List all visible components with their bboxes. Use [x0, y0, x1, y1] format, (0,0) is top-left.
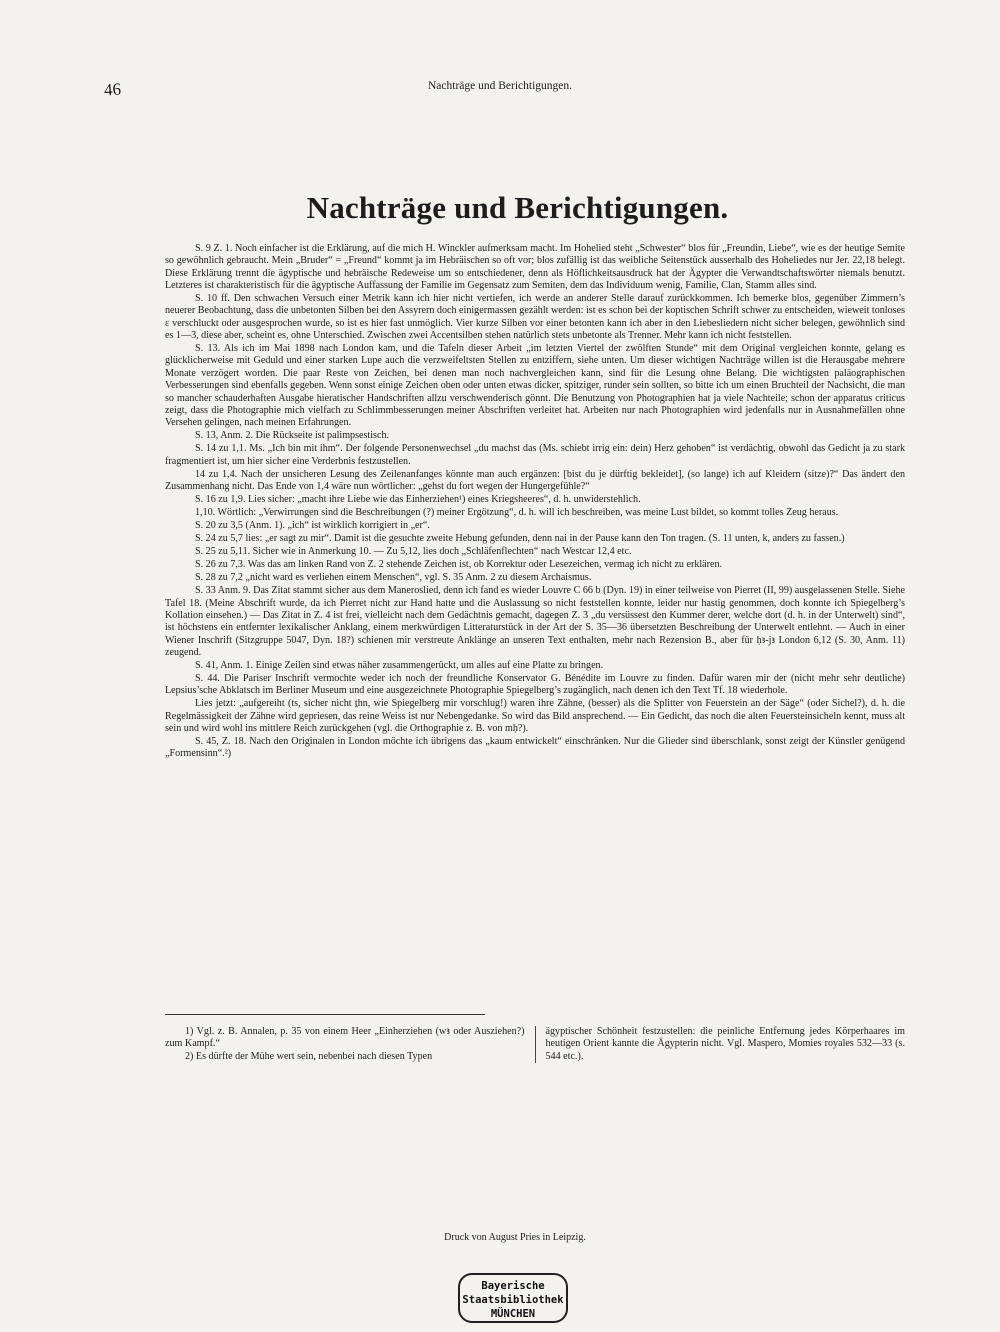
- paragraph: S. 14 zu 1,1. Ms. „Ich bin mit ihm“. Der folgende Personenwechsel „du machst das (Ms. schiebt irrig ein: dein) Herz gehoben“ ist verdächtig, obwohl das Gedicht ja zu stark fragmentiert ist, um hier sicher eine Verderbnis festzustellen.: [165, 443, 905, 467]
- paragraph: S. 13. Als ich im Mai 1898 nach London kam, und die Tafeln dieser Arbeit „im letzten Viertel der zwölften Stunde“ mit dem Original vergleichen konnte, gelang es glücklicherweise mit Geduld und einer starken Lupe auch die verzweifeltsten Stellen zu entziffern, siehe unten. Um dieser wichtigen Nachträge willen ist die Herausgabe mehrere Monate verzögert worden. Die paar Reste von Zeichen, bei denen man noch nachvergleichen kann, sind für die Lesung ohne Belang. Die wichtigsten paläographischen Verbesserungen sind ebenfalls gegeben. Wenn sonst einige Zeichen oben oder unten etwas dicker, spitziger, runder sein sollten, so bitte ich um einen Bruchteil der Nachsicht, die man so mancher schauderhaften Ausgabe hieratischer Handschriften allzu verschwenderisch gönnt. Die Benutzung von Photographien hat ja viele Nachteile; schon der apparatus criticus zeigt, dass die Photographie mich vielfach zu Schlimmbesserungen meiner Abschriften verleitet hat. Arbeiten nur nach Photographien wird jedenfalls nur in Ausnahmefällen ohne Versehen gelingen, nach meinen Erfahrungen.: [165, 343, 905, 429]
- footnote-column-right: [535, 1026, 906, 1063]
- page-number: 46: [103, 79, 122, 100]
- paragraph: S. 44. Die Pariser Inschrift vermochte weder ich noch der freundliche Konservator G. Bénédite im Louvre zu finden. Dafür waren mir der (nicht mehr sehr deutliche) Lepsius’sche Abklatsch im Berliner Museum und eine ausgezeichnete Photographie Spiegelberg’s zugänglich, nach denen ich den Text Tf. 18 wiederhole.: [165, 673, 905, 697]
- footnote-column-left: [165, 1026, 535, 1063]
- footnote: ägyptischer Schönheit festzustellen: die peinliche Entfernung jedes Körperhaares im heutigen Orient kannte die Ägypterin nicht. Vgl. Maspero, Momies royales 532—33 (s. 544 etc.).: [545, 1026, 905, 1062]
- body-text: [165, 243, 905, 761]
- paragraph: S. 24 zu 5,7 lies: „er sagt zu mir“. Damit ist die gesuchte zweite Hebung gefunden, denn nai in der Pause kann den Ton tragen. (S. 11 unten, k, anders zu fassen.): [195, 533, 845, 545]
- paragraph: 1,10. Wörtlich: „Verwirrungen sind die Beschreibungen (?) meiner Ergötzung“, d. h. will ich beschreiben, was meine Lust bildet, so kommt tolles Zeug heraus.: [195, 507, 839, 519]
- paragraph: S. 10 ff. Den schwachen Versuch einer Metrik kann ich hier nicht vertiefen, ich werde an anderer Stelle darauf zurückkommen. Ich bemerke blos, gegenüber Zimmern’s neuerer Beobachtung, dass die unbetonten Silben bei den Assyrern doch einigermassen gezählt werden: ist es schon bei der koptischen Schrift schwer zu entscheiden, wieweit tonloses ε verschluckt oder ausgesprochen wurde, so ist es hier fast unmöglich. Vier kurze Silben vor einer betonten kann ich aber in den Liebesliedern nicht sicher belegen, gewöhnlich sind es 1—3, diese aber, scheint es, ohne Unterschied. Zwischen zwei Accentsilben stehen natürlich stets unbetonte als Trenner. Mehr kann ich nicht feststellen.: [165, 293, 905, 342]
- paragraph: S. 26 zu 7,3. Was das am linken Rand von Z. 2 stehende Zeichen ist, ob Korrektur oder Lesezeichen, vermag ich nicht zu erklären.: [195, 559, 723, 571]
- stamp-line: MÜNCHEN: [490, 1308, 536, 1320]
- footnote-rule: [165, 1014, 485, 1015]
- stamp-line: Bayerische: [481, 1280, 545, 1292]
- running-head: Nachträge und Berichtigungen.: [427, 80, 573, 92]
- paragraph: 14 zu 1,4. Nach der unsicheren Lesung des Zeilenanfanges könnte man auch ergänzen: [bist du je dürftig bekleidet], (so lange) ich auf Kleidern (sitze)?“ Das ändert den Zusammenhang nicht. Das Ende von 1,4 wäre nun wörtlicher: „gehst du fort wegen der Hungergefühle?“: [165, 468, 905, 492]
- paragraph: S. 25 zu 5,11. Sicher wie in Anmerkung 10. — Zu 5,12, lies doch „Schläfenflechten“ nach Westcar 12,4 etc.: [195, 546, 632, 558]
- stamp-line: Staatsbibliothek: [462, 1294, 564, 1306]
- paragraph: S. 41, Anm. 1. Einige Zeilen sind etwas näher zusammengerückt, um alles auf eine Platte zu bringen.: [195, 659, 604, 671]
- footnote: 1) Vgl. z. B. Annalen, p. 35 von einem Heer „Einherziehen (wꜣ oder Ausziehen?) zum Kampf.“: [165, 1026, 525, 1050]
- paragraph: S. 16 zu 1,9. Lies sicher: „macht ihre Liebe wie das Einherziehen¹) eines Kriegsheeres“, d. h. unwiderstehlich.: [195, 494, 641, 505]
- page-title: Nachträge und Berichtigungen.: [306, 190, 729, 225]
- paragraph: S. 33 Anm. 9. Das Zitat stammt sicher aus dem Maneroslied, denn ich fand es wieder Louvre C 66 b (Dyn. 19) in einer teilweise von Pierret (II, 99) ausgelassenen Stelle. Siehe Tafel 18. (Meine Abschrift wurde, da ich Pierret nicht zur Hand hatte und die Auslassung so nicht feststellen konnte, leider nur hastig genommen, doch konnte ich Spiegelberg’s Kollation einsehen.) — Das Zitat in Z. 4 ist frei, vielleicht nach dem Gedächtnis gemacht, dagegen Z. 3 „du versüssest den Kummer derer, welche dort (d. h. in der Unterwelt) sind“, ist höchstens ein entfernter lexikalischer Anklang, einem merkwürdigen Litteraturstück in der Art der S. 35—36 übersetzten Beschreibung der Unterwelt entlehnt. — Auch in einer Wiener Inschrift (Sitzgruppe 5047, Dyn. 18?) schienen mir verstreute Anklänge an unseren Text enthalten, mehr nach Rezension B., aber für ḥꜣ-jꜣ London 6,12 (S. 30, Anm. 11) zeugend.: [165, 585, 905, 658]
- paragraph: S. 9 Z. 1. Noch einfacher ist die Erklärung, auf die mich H. Winckler aufmerksam macht. Im Hohelied steht „Schwester“ blos für „Freundin, Liebe“, wie es der heutige Semite so gewöhnlich gebraucht. Mein „Bruder“ = „Freund“ kommt ja im Hebräischen so oft vor; blos zufällig ist das weibliche Seitenstück ausserhalb des Hoheliedes nur Jer. 22,18 belegt. Diese Erklärung trennt die ägyptische und hebräische Redeweise um so entschiedener, denn als Höflichkeitsausdruck hat der Ägypter die Verwandtschaftswörter niemals benutzt. Letzteres ist charakteristisch für die ägyptische Auffassung der Familie im Gegensatz zum Semiten, dem das Individuum wenig, Familie, Clan, Stamm alles sind.: [165, 243, 905, 292]
- paragraph: S. 20 zu 3,5 (Anm. 1). „ich“ ist wirklich korrigiert in „er“.: [195, 520, 430, 532]
- paragraph: S. 45, Z. 18. Nach den Originalen in London möchte ich übrigens das „kaum entwickelt“ einschränken. Nur die Glieder sind überschlank, sonst zeigt der Künstler genügend „Formensinn“.²): [165, 736, 905, 760]
- paragraph: Lies jetzt: „aufgereiht (ts, sicher nicht ṯhn, wie Spiegelberg mir vorschlug!) waren ihre Zähne, (besser) als die Splitter von Feuerstein an der Säge“ (oder Sichel?), d. h. die Regelmässigkeit der Zähne wird gepriesen, das reine Weiss ist nur Nebengedanke. So wird das Bild ansprechend. — Ein Gedicht, das noch die alten Feuersteinsicheln kennt, muss alt sein und wird wohl ins mittlere Reich zurückgehen (vgl. die Orthographie z. B. von mḥ?).: [165, 698, 905, 735]
- library-stamp: [458, 1273, 568, 1323]
- footnotes: [165, 1026, 905, 1063]
- printer-imprint: Druck von August Pries in Leipzig.: [444, 1232, 586, 1243]
- paragraph: S. 28 zu 7,2 „nicht ward es verliehen einem Menschen“, vgl. S. 35 Anm. 2 zu diesem Archaismus.: [195, 572, 592, 584]
- paragraph: S. 13, Anm. 2. Die Rückseite ist palimpsestisch.: [195, 430, 390, 442]
- footnote: 2) Es dürfte der Mühe wert sein, nebenbei nach diesen Typen: [185, 1050, 433, 1062]
